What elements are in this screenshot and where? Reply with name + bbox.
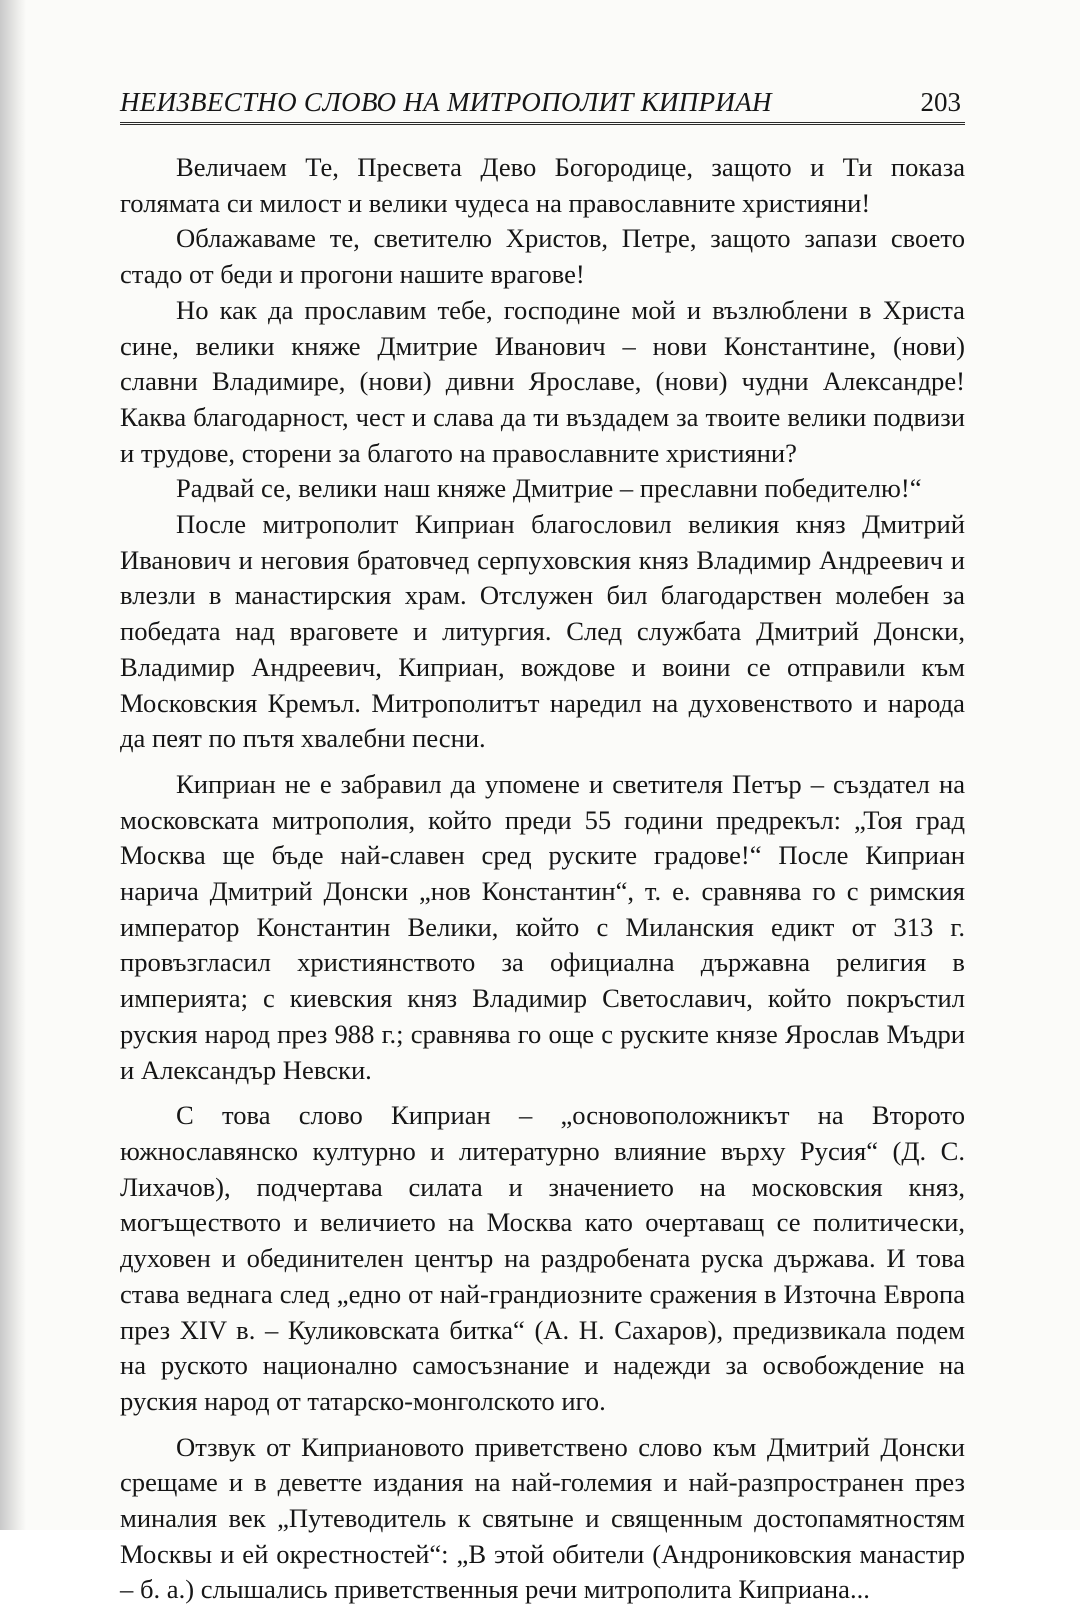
page-number: 203 — [920, 87, 961, 117]
paragraph: После митрополит Киприан благословил великия княз Дмитрий Иванович и неговия братовчед серпуховския княз Владимир Андреевич и влезли в манастирския храм. Отслужен бил благодарствен молебен за победата над враговете и литургия. След службата Дмитрий Донски, Владимир Андреевич, Киприан, вождове и воини се отправили към Московския Кремъл. Митрополитът наредил на духовенството и народа да пеят по пътя хвалебни песни. — [120, 509, 965, 754]
paragraph: Отзвук от Киприановото приветствено слово към Дмитрий Донски срещаме и в деветте издания на най-големия и най-разпространен през миналия век „Путеводитель к святыне и священным достопамятностям Москвы и ей окрестностей“: „В этой обители (Андрониковския манастир – б. а.) слышались приветственныя речи митрополита Киприана... — [120, 1431, 965, 1605]
paragraph: Но как да прославим тебе, господине мой и възлюблени в Христа сине, велики княже Дмитрие Иванович – нови Константине, (нови) славни Владимире, (нови) дивни Ярославе, (нови) чудни Александре! Каква благодарност, чест и слава да ти въздадем за твоите велики подвизи и трудове, сторени за благото на православните християни? — [120, 294, 965, 468]
paragraph: Радвай се, велики наш княже Дмитрие – преславни победителю!“ — [176, 473, 922, 504]
paragraph: С това слово Киприан – „основоположникът на Второто южнославянско културно и литературно влияние върху Русия“ (Д. С. Лихачов), подчертава силата и значението на московския княз, могъществото и величието на Москва като очертаващ се политически, духовен и обединителен център на раздробената руска държава. И това става веднага след „едно от най-грандиозните сражения в Източна Европа през XIV в. – Куликовската битка“ (А. Н. Сахаров), предизвикала подем на руското национално самосъзнание и надежди за освобождение на руския народ от татарско-монголското иго. — [120, 1100, 965, 1416]
running-head — [120, 86, 965, 125]
running-head-title: НЕИЗВЕСТНО СЛОВО НА МИТРОПОЛИТ КИПРИАН — [120, 87, 772, 117]
paragraph: Киприан не е забравил да упомене и светителя Петър – създател на московската митрополия, който преди 55 години предрекъл: „Тоя град Москва ще бъде най-славен сред руските градове!“ После Киприан нарича Дмитрий Донски „нов Константин“, т. е. сравнява го с римския император Константин Велики, който с Миланския едикт от 313 г. провъзгласил християнството за официална държавна религия в империята; с киевския княз Владимир Светославич, който покръстил руския народ през 988 г.; сравнява го още с руските князе Ярослав Мъдри и Александър Невски. — [120, 768, 965, 1085]
page-body — [120, 150, 965, 1608]
paragraph: Облажаваме те, светителю Христов, Петре, защото запази своето стадо от беди и прогони нашите врагове! — [120, 223, 965, 290]
paragraph: Величаем Те, Пресвета Дево Богородице, защото и Ти показа голямата си милост и велики чудеса на православните християни! — [120, 152, 965, 218]
